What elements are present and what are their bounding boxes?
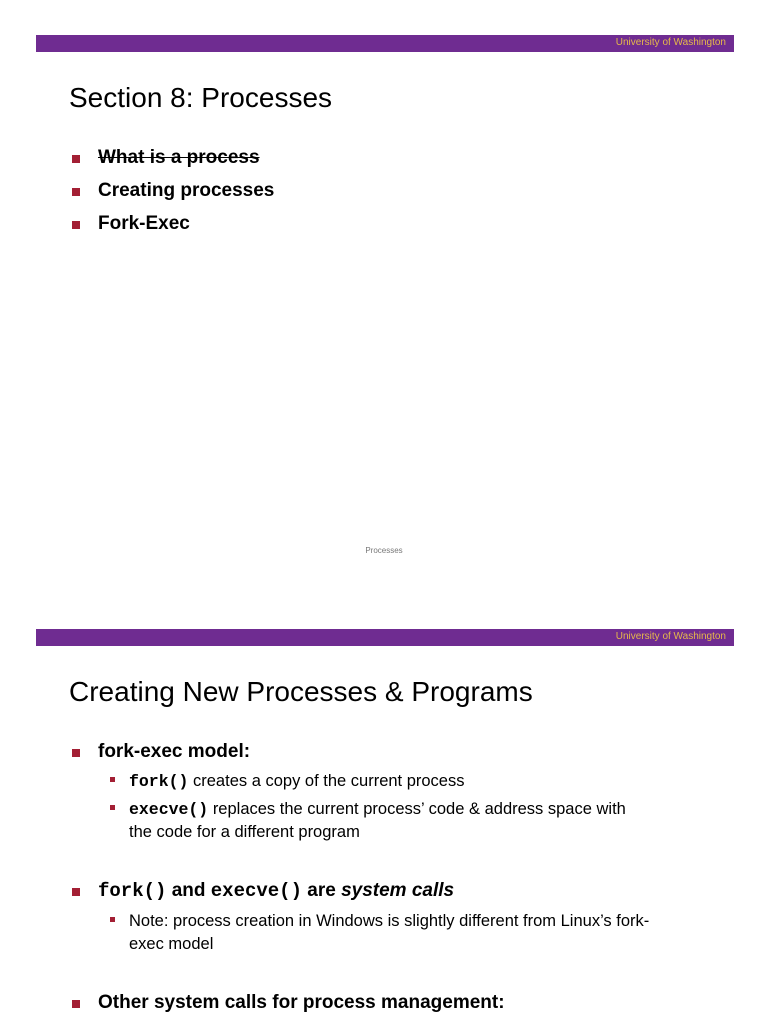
bullet-text: What is a process: [98, 147, 260, 168]
sub-bullet-text: [129, 798, 709, 844]
sub-bullet-text: [129, 770, 709, 793]
bullet-text: [98, 880, 454, 902]
code-execve: execve(): [129, 800, 209, 819]
sub-bullet-square-icon: [110, 917, 115, 922]
sub-bullet-desc: replaces the current process’ code & address space with: [212, 800, 626, 818]
slide-footer: Processes: [365, 546, 403, 555]
code-execve: execve(): [210, 880, 302, 902]
bullet-square-icon: [72, 749, 80, 757]
sub-bullet-desc: Note: process creation in Windows is slightly different from Linux’s fork-: [129, 912, 650, 930]
slide-creating-processes: [0, 594, 768, 1024]
sub-bullet-square-icon: [110, 777, 115, 782]
italic-phrase: system calls: [341, 880, 455, 901]
bullet-square-icon: [72, 221, 80, 229]
sub-bullet-text: [129, 910, 709, 956]
bullet-square-icon: [72, 1000, 80, 1008]
bullet-text: Creating processes: [98, 180, 275, 201]
bullet-square-icon: [72, 155, 80, 163]
sub-bullet-desc: creates a copy of the current process: [193, 772, 465, 790]
sub-bullet-desc-cont: exec model: [129, 935, 214, 953]
slide-title: Creating New Processes & Programs: [69, 676, 533, 707]
institution-label: University of Washington: [615, 37, 726, 48]
institution-label: University of Washington: [615, 631, 726, 642]
bullet-text: fork-exec model:: [98, 741, 251, 762]
header-bar: [36, 35, 734, 52]
sub-bullet-desc-cont: the code for a different program: [129, 823, 360, 841]
header-bar: [36, 629, 734, 646]
bullet-word: are: [307, 880, 336, 901]
bullet-word: and: [171, 880, 206, 901]
code-fork: fork(): [98, 880, 167, 902]
bullet-text: Fork-Exec: [98, 213, 190, 234]
code-fork: fork(): [129, 772, 189, 791]
sub-bullet-square-icon: [110, 805, 115, 810]
slide-title: Section 8: Processes: [69, 82, 333, 113]
bullet-square-icon: [72, 188, 80, 196]
bullet-text: Other system calls for process management:: [98, 992, 505, 1013]
bullet-square-icon: [72, 888, 80, 896]
